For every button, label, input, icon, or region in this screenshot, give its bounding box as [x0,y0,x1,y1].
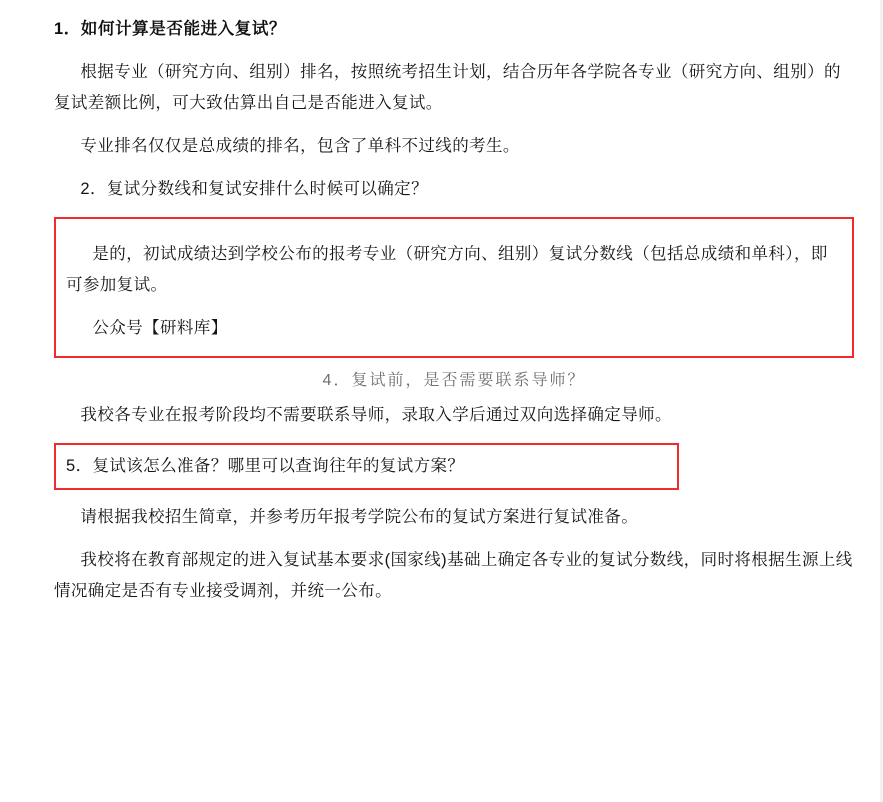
question-3: 是的，初试成绩达到学校公布的报考专业（研究方向、组别）复试分数线（包括总成绩和单科），即可参加复试。 [66,245,828,294]
question-4: 我校各专业在报考阶段均不需要联系导师，录取入学后通过双向选择确定导师。 [80,406,672,424]
answer-4-paragraph: 5．复试该怎么准备？哪里可以查询往年的复试方案？ [66,457,465,475]
highlight-box-2 [54,443,679,490]
answer-3-paragraph: 公众号【研料库】 [92,319,228,337]
answer-1-paragraph-2: 2．复试分数线和复试安排什么时候可以确定？ [80,180,428,198]
question-6: 我校将在教育部规定的进入复试基本要求(国家线)基础上确定各专业的复试分数线，同时将根据生源上线情况确定是否有专业接受调剂，并统一公布。 [54,551,853,600]
question-5: 请根据我校招生简章，并参考历年报考学院公布的复试方案进行复试准备。 [80,508,639,526]
document-content [54,14,854,619]
answer-1-paragraph-1: 专业排名仅仅是总成绩的排名，包含了单科不过线的考生。 [80,137,520,155]
watermark-text: 4．复试前，是否需要联系导师？ [322,372,586,389]
question-1: 根据专业（研究方向、组别）排名，按照统考招生计划，结合历年各学院各专业（研究方向、组别）的复试差额比例，可大致估算出自己是否能进入复试。 [54,63,841,112]
highlight-box-1 [54,217,854,358]
section-heading: 1．如何计算是否能进入复试？ [54,20,287,38]
